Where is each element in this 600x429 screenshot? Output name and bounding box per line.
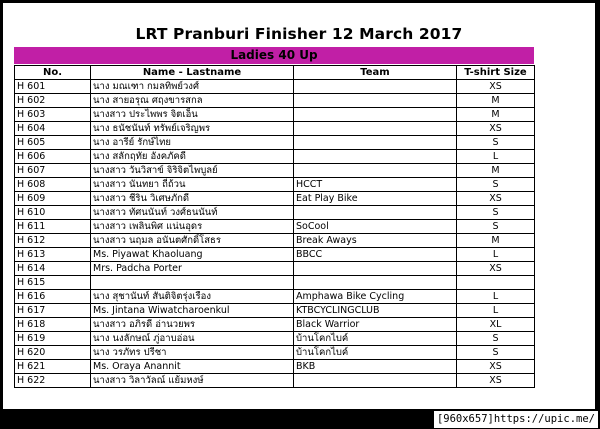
cell-size: S [457, 206, 535, 220]
cell-team: BBCC [294, 248, 457, 262]
table-row [15, 108, 535, 122]
table-row [15, 164, 535, 178]
finisher-table [14, 65, 535, 388]
cell-team: Black Warrior [294, 318, 457, 332]
cell-size [457, 276, 535, 290]
page-title: LRT Pranburi Finisher 12 March 2017 [135, 25, 463, 43]
cell-name: Mrs. Padcha Porter [91, 262, 294, 276]
cell-name: นาง นงลักษณ์ ภู่อาบอ่อน [91, 332, 294, 346]
table-row [15, 192, 535, 206]
cell-number: H 611 [15, 220, 91, 234]
cell-number: H 605 [15, 136, 91, 150]
cell-size: L [457, 150, 535, 164]
cell-size: M [457, 94, 535, 108]
document-frame [3, 3, 595, 409]
cell-team: บ้านโคกไบค์ [294, 332, 457, 346]
table-header-row [15, 66, 535, 80]
cell-team [294, 164, 457, 178]
category-banner: Ladies 40 Up [14, 47, 534, 64]
image-host-watermark: [960x657]https://upic.me/ [434, 411, 598, 428]
table-row [15, 332, 535, 346]
cell-size: XL [457, 318, 535, 332]
cell-number: H 610 [15, 206, 91, 220]
cell-number: H 609 [15, 192, 91, 206]
cell-team [294, 108, 457, 122]
cell-team: Break Aways [294, 234, 457, 248]
table-row [15, 304, 535, 318]
table-row [15, 178, 535, 192]
cell-size: XS [457, 80, 535, 94]
cell-number: H 619 [15, 332, 91, 346]
table-row [15, 234, 535, 248]
cell-size: M [457, 108, 535, 122]
cell-size: XS [457, 262, 535, 276]
table-row [15, 94, 535, 108]
cell-name: นาง อารีย์ รักษ์ไทย [91, 136, 294, 150]
cell-name: นางสาว ประไพพร จิตเอ็น [91, 108, 294, 122]
cell-number: H 622 [15, 374, 91, 388]
table-row [15, 318, 535, 332]
cell-number: H 613 [15, 248, 91, 262]
cell-number: H 616 [15, 290, 91, 304]
table-row [15, 206, 535, 220]
table-row [15, 346, 535, 360]
cell-name: นางสาว อภิรดี อ่านวยพร [91, 318, 294, 332]
cell-team: Amphawa Bike Cycling [294, 290, 457, 304]
column-header-team: Team [294, 66, 457, 80]
cell-team [294, 150, 457, 164]
cell-team: SoCool [294, 220, 457, 234]
cell-team: KTBCYCLINGCLUB [294, 304, 457, 318]
cell-size: S [457, 220, 535, 234]
cell-size: L [457, 304, 535, 318]
cell-number: H 606 [15, 150, 91, 164]
cell-name: Ms. Jintana Wiwatcharoenkul [91, 304, 294, 318]
cell-size: L [457, 290, 535, 304]
cell-number: H 607 [15, 164, 91, 178]
cell-team [294, 136, 457, 150]
cell-size: S [457, 332, 535, 346]
table-row [15, 136, 535, 150]
cell-number: H 604 [15, 122, 91, 136]
cell-number: H 603 [15, 108, 91, 122]
table-row [15, 262, 535, 276]
table-row [15, 220, 535, 234]
cell-name: นางสาว เพลินพิศ แน่นอุดร [91, 220, 294, 234]
cell-team: HCCT [294, 178, 457, 192]
table-row [15, 248, 535, 262]
table-row [15, 122, 535, 136]
cell-size: S [457, 178, 535, 192]
cell-name: นาง วรภัทร ปรีชา [91, 346, 294, 360]
table-row [15, 290, 535, 304]
cell-number: H 618 [15, 318, 91, 332]
cell-team [294, 262, 457, 276]
table-row [15, 150, 535, 164]
cell-team [294, 122, 457, 136]
cell-team [294, 94, 457, 108]
cell-team: BKB [294, 360, 457, 374]
cell-size: XS [457, 374, 535, 388]
cell-team [294, 374, 457, 388]
column-header-size: T-shirt Size [457, 66, 535, 80]
cell-number: H 602 [15, 94, 91, 108]
column-header-no: No. [15, 66, 91, 80]
cell-name: Ms. Oraya Anannit [91, 360, 294, 374]
cell-number: H 612 [15, 234, 91, 248]
cell-name: นาง มณเฑา กมลทิพย์วงศ์ [91, 80, 294, 94]
cell-team [294, 80, 457, 94]
cell-number: H 601 [15, 80, 91, 94]
cell-number: H 608 [15, 178, 91, 192]
cell-name: นางสาว วิลาวัลณ์ แย้มหงษ์ [91, 374, 294, 388]
cell-name: นาง ธนัชนันท์ ทรัพย์เจริญพร [91, 122, 294, 136]
cell-size: M [457, 164, 535, 178]
cell-name: นางสาว ชีริน วิเศษภักดี [91, 192, 294, 206]
table-row [15, 276, 535, 290]
cell-name: นางสาว วันวิสาข์ จิริจิตไพบูลย์ [91, 164, 294, 178]
cell-name: นางสาว นฤมล อนันตศักดิ์โสธร [91, 234, 294, 248]
cell-name: นาง สายอรุณ ศฤงขารสกล [91, 94, 294, 108]
cell-number: H 620 [15, 346, 91, 360]
cell-name [91, 276, 294, 290]
cell-name: นาง สลักฤทัย อังคภัคดี [91, 150, 294, 164]
cell-size: XS [457, 122, 535, 136]
cell-name: นาง สุชานันท์ สันติจิตรุ่งเรือง [91, 290, 294, 304]
cell-team: Eat Play Bike [294, 192, 457, 206]
table-row [15, 80, 535, 94]
cell-team [294, 206, 457, 220]
cell-number: H 615 [15, 276, 91, 290]
cell-size: S [457, 136, 535, 150]
cell-number: H 614 [15, 262, 91, 276]
cell-size: S [457, 346, 535, 360]
table-row [15, 374, 535, 388]
table-row [15, 360, 535, 374]
cell-size: M [457, 234, 535, 248]
cell-number: H 617 [15, 304, 91, 318]
cell-name: Ms. Piyawat Khaoluang [91, 248, 294, 262]
cell-size: XS [457, 192, 535, 206]
cell-name: นางสาว นันทยา ถี่ถ้วน [91, 178, 294, 192]
cell-size: XS [457, 360, 535, 374]
cell-team: บ้านโคกไบค์ [294, 346, 457, 360]
cell-team [294, 276, 457, 290]
cell-size: L [457, 248, 535, 262]
column-header-name: Name - Lastname [91, 66, 294, 80]
cell-number: H 621 [15, 360, 91, 374]
cell-name: นางสาว ทัศนนันท์ วงศ์ธนนันท์ [91, 206, 294, 220]
